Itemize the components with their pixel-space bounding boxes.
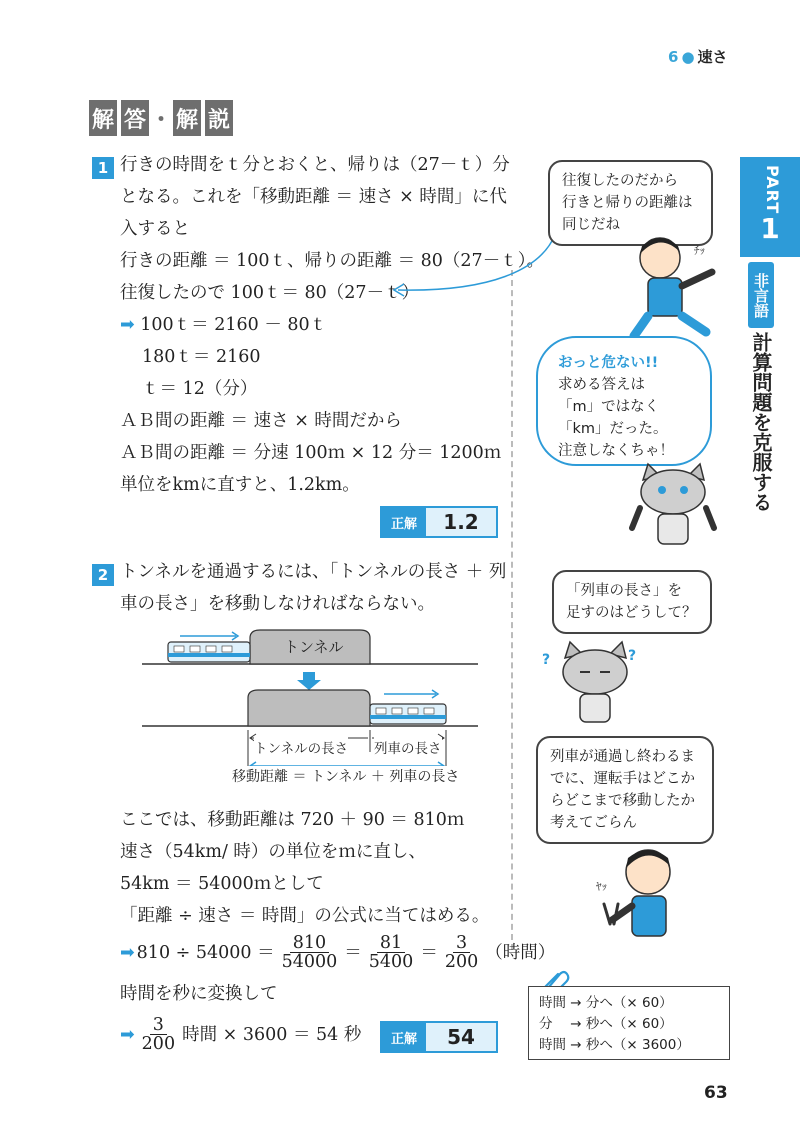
- part-subtab: 非言語: [748, 262, 774, 328]
- arrow-right-icon: ➡: [120, 1024, 135, 1045]
- title-char: 説: [205, 100, 233, 136]
- fraction-numerator: 3: [150, 1016, 167, 1035]
- bubble-line: 同じだね: [562, 217, 620, 233]
- cat-illustration-icon: [618, 462, 718, 552]
- fraction-numerator: 810: [290, 934, 329, 953]
- question-number-2: 2: [92, 564, 114, 586]
- q1-line: 単位をkmに直すと、1.2km。: [120, 475, 360, 495]
- eq-sign: ＝: [344, 942, 362, 963]
- fraction-denominator: 200: [444, 952, 479, 972]
- q2-calc-line: 速さ（54km/ 時）の単位をｍに直し、: [120, 842, 426, 862]
- conversion-note: [528, 986, 730, 1060]
- q1-line: ＡＢ間の距離 ＝ 速さ × 時間だから: [120, 411, 402, 431]
- answer-value: 1.2: [426, 508, 496, 536]
- bubble-line: 足すのはどうして？: [566, 605, 697, 621]
- q1-line: 180ｔ＝ 2160: [142, 347, 261, 367]
- q2-line: 車の長さ」を移動しなければならない。: [120, 594, 435, 614]
- part-label: PART: [763, 165, 782, 215]
- fraction-denominator: 54000: [281, 952, 338, 972]
- q2-line: トンネルを通過するには、「トンネルの長さ ＋ 列: [120, 562, 507, 582]
- chapter-title: 速さ: [697, 48, 728, 66]
- chapter-dot: ●: [681, 48, 695, 66]
- q2-calc-line: ここでは、移動距離は 720 ＋ 90 ＝ 810ｍ: [120, 810, 465, 830]
- q1-line: ｔ＝ 12（分）: [142, 379, 258, 399]
- distance-label: 移動距離 ＝ トンネル ＋ 列車の長さ: [232, 766, 459, 786]
- arrow-right-icon: ➡: [120, 942, 135, 963]
- q1-line: 行きの時間をｔ分とおくと、帰りは（27－ｔ）分: [120, 155, 510, 175]
- note-line: 時間 → 秒へ（× 3600）: [539, 1037, 690, 1053]
- speech-bubble-4: [536, 736, 714, 844]
- note-line: 時間 → 分へ（× 60）: [539, 995, 673, 1011]
- page-number: 63: [704, 1083, 728, 1103]
- tunnel-label: トンネル: [284, 638, 344, 656]
- q1-line: ＡＢ間の距離 ＝ 分速 100ｍ × 12 分＝ 1200ｍ: [120, 443, 502, 463]
- tunnel-bottom: [248, 690, 370, 726]
- question-number-1: 1: [92, 157, 114, 179]
- bubble-line: 行きと帰りの距離は: [562, 195, 693, 211]
- answer-label: 正解: [382, 1023, 426, 1051]
- eq-rest: 時間 × 3600 ＝ 54 秒: [182, 1024, 362, 1045]
- bubble-line: 「km」だった。: [558, 421, 668, 437]
- eq-unit: （時間）: [485, 942, 556, 963]
- bubble-line: 「m」ではなく: [558, 399, 660, 415]
- chapter-header: [668, 46, 728, 67]
- section-title: [89, 100, 233, 136]
- fraction-numerator: 3: [453, 934, 470, 953]
- bubble-line: 注意しなくちゃ！: [558, 443, 674, 459]
- q2-calc-line: 「距離 ÷ 速さ ＝ 時間」の公式に当てはめる。: [120, 906, 490, 926]
- down-arrow-icon: [297, 672, 321, 690]
- q1-eq: 100ｔ＝ 2160 － 80ｔ: [140, 315, 328, 335]
- title-char: 答: [121, 100, 149, 136]
- q2-equation-2: [120, 1016, 361, 1053]
- bubble-line: 往復したのだから: [562, 173, 678, 189]
- train-length-label: 列車の長さ: [374, 737, 442, 757]
- answer-box-1: [380, 506, 498, 538]
- title-char: 解: [173, 100, 201, 136]
- fraction: [139, 1016, 178, 1053]
- answer-label: 正解: [382, 508, 426, 536]
- answer-value: 54: [426, 1023, 496, 1051]
- part-tab: [740, 157, 800, 257]
- part-number: 1: [760, 212, 780, 246]
- fraction-numerator: 81: [377, 934, 405, 953]
- q1-line: [120, 313, 327, 337]
- speech-bubble-3: [552, 570, 712, 634]
- svg-text:?: ?: [628, 648, 637, 664]
- thought-bubble-2: [536, 336, 712, 466]
- note-line: 分 → 秒へ（× 60）: [539, 1016, 673, 1032]
- q2-convert-line: 時間を秒に変換して: [120, 984, 278, 1004]
- tunnel-length-label: トンネルの長さ: [254, 737, 348, 757]
- q1-line: 入すると: [120, 219, 190, 239]
- bubble-warning: おっと危ない!!: [558, 355, 659, 371]
- svg-text:ﾔｯ: ﾔｯ: [596, 880, 607, 893]
- svg-text:ﾁｯ: ﾁｯ: [694, 244, 705, 257]
- confused-cat-illustration-icon: [540, 640, 640, 730]
- column-divider: [511, 270, 513, 950]
- businessman-illustration-icon: [620, 232, 730, 342]
- q1-line: となる。これを「移動距離 ＝ 速さ × 時間」に代: [120, 187, 507, 207]
- q2-calc-line: 54km ＝ 54000ｍとして: [120, 874, 324, 894]
- businessman-peace-illustration-icon: [596, 840, 706, 940]
- part-title: 計算問題を克服する: [749, 332, 773, 512]
- bubble-line: らどこまで移動したか: [550, 793, 695, 809]
- title-char: ・: [150, 107, 173, 133]
- fraction: [442, 934, 481, 971]
- connector-arrow-icon: [380, 230, 560, 310]
- eq-sign: ＝: [420, 942, 438, 963]
- q1-line: 往復したので 100ｔ＝ 80（27－ｔ）: [120, 283, 420, 303]
- arrow-right-icon: ➡: [120, 315, 135, 335]
- bubble-line: 求める答えは: [558, 377, 645, 393]
- fraction-denominator: 5400: [368, 952, 414, 972]
- fraction-denominator: 200: [141, 1034, 176, 1054]
- q2-equation-1: [120, 934, 555, 971]
- q1-line: 行きの距離 ＝ 100ｔ、帰りの距離 ＝ 80（27－ｔ）。: [120, 251, 544, 271]
- chapter-number: 6: [668, 48, 679, 66]
- eq-start: 810 ÷ 54000 ＝: [136, 942, 275, 963]
- bubble-line: 列車が通過し終わるま: [550, 749, 695, 765]
- fraction: [279, 934, 341, 971]
- bubble-line: 考えてごらん: [550, 815, 637, 831]
- svg-text:?: ?: [542, 652, 551, 668]
- title-char: 解: [89, 100, 117, 136]
- bubble-line: でに、運転手はどこか: [550, 771, 695, 787]
- fraction: [366, 934, 417, 971]
- answer-box-2: [380, 1021, 498, 1053]
- bubble-line: 「列車の長さ」を: [566, 583, 682, 599]
